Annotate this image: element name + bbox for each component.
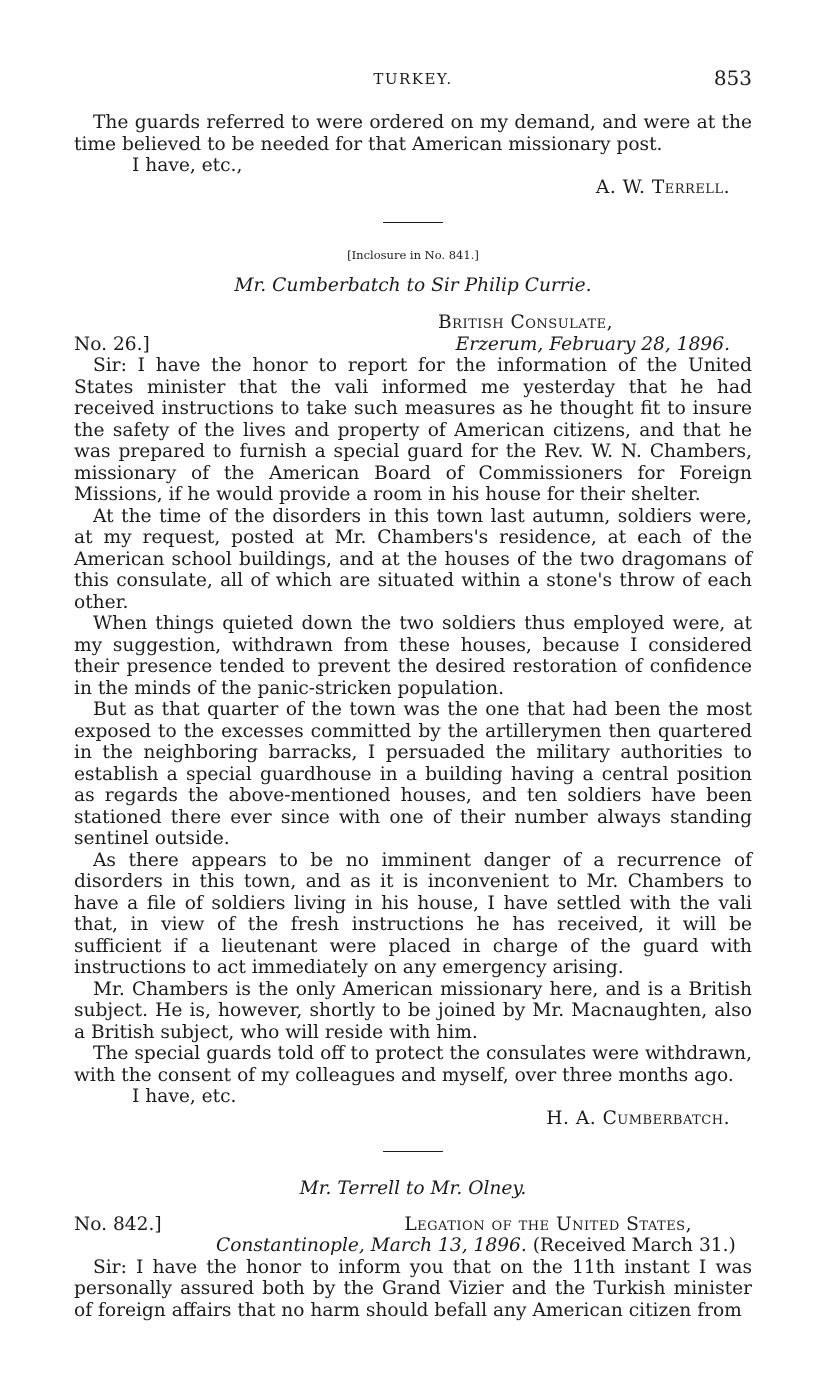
page-number: 853 — [713, 66, 752, 90]
dateline-row — [74, 334, 752, 356]
section-divider — [383, 222, 443, 223]
closing-line: I have, etc., — [132, 155, 243, 176]
received-note: (Received March 31.) — [532, 1235, 736, 1256]
paragraph: When things quieted down the two soldiers thus employed were, at my suggestion, withdrawn from these houses, because I considered their presence tended to prevent the desired restoration of confidence in the minds of the panic-stricken population. — [74, 613, 752, 699]
inclosure-heading: Mr. Cumberbatch to Sir Philip Currie. — [234, 274, 592, 296]
letter-number: No. 842.] — [74, 1213, 162, 1235]
legation-place: Legation of the United States, — [404, 1213, 692, 1235]
letter-date-line — [74, 1235, 752, 1257]
section-divider — [383, 1151, 443, 1152]
letter-dateline-row — [74, 1214, 752, 1236]
paragraph: The special guards told off to protect the consulates were withdrawn, with the consent of my colleagues and myself, over three months ago. — [74, 1043, 752, 1086]
letter-paragraph: Sir: I have the honor to inform you that on the 11th instant I was personally assured both by the Grand Vizier and the Turkish minister of foreign affairs that no harm should befall any American citizen from — [74, 1256, 752, 1321]
running-header — [74, 66, 752, 92]
inclosure-label: [Inclosure in No. 841.] — [347, 248, 479, 262]
opening-paragraph: The guards referred to were ordered on my demand, and were at the time believed to be needed for that American missionary post. — [74, 112, 752, 155]
signature-terrell: A. W. Terrell. — [595, 176, 730, 198]
consulate-place: British Consulate, — [438, 312, 614, 333]
dispatch-number: No. 26.] — [74, 333, 150, 355]
paragraph: Sir: I have the honor to report for the information of the United States minister that the vali informed me yesterday that he had received instructions to take such measures as he thought fit to insure the safety of the lives and property of American citizens, and that he was prepared to furnish a special guard for the Rev. W. N. Chambers, missionary of the American Board of Commissioners for Foreign Missions, if he would provide a room in his house for their shelter. — [74, 355, 752, 505]
letter-heading: Mr. Terrell to Mr. Olney. — [299, 1178, 527, 1199]
header-title: TURKEY. — [373, 70, 453, 88]
paragraph: As there appears to be no imminent danger of a recurrence of disorders in this town, and as it is inconvenient to Mr. Chambers to have a file of soldiers living in his house, I have settled with the vali that, in view of the fresh instructions he has received, it will be sufficient if a lieutenant were placed in charge of the guard with instructions to act immediately on any emergency arising. — [74, 849, 752, 978]
paragraph: But as that quarter of the town was the one that had been the most exposed to the excesses committed by the artillerymen then quartered in the neighboring barracks, I persuaded the military authorities to establish a special guardhouse in a building having a central position as regards the above-mentioned houses, and ten soldiers have been stationed there ever since with one of their number always standing sentinel outside. — [74, 699, 752, 849]
paragraph: At the time of the disorders in this town last autumn, soldiers were, at my request, posted at Mr. Chambers's residence, at each of the American school buildings, and at the houses of the two dragomans of this consulate, all of which are situated within a stone's throw of each other. — [74, 505, 752, 613]
page-body — [74, 112, 752, 1321]
signature-cumberbatch: H. A. Cumberbatch. — [546, 1107, 730, 1129]
dispatch-date: Erzerum, February 28, 1896. — [455, 333, 730, 355]
paragraph: Mr. Chambers is the only American missionary here, and is a British subject. He is, however, shortly to be joined by Mr. Macnaughten, also a British subject, who will reside with him. — [74, 978, 752, 1043]
letter-date: Constantinople, March 13, 1896. — [216, 1235, 527, 1256]
closing-line: I have, etc. — [132, 1086, 237, 1107]
